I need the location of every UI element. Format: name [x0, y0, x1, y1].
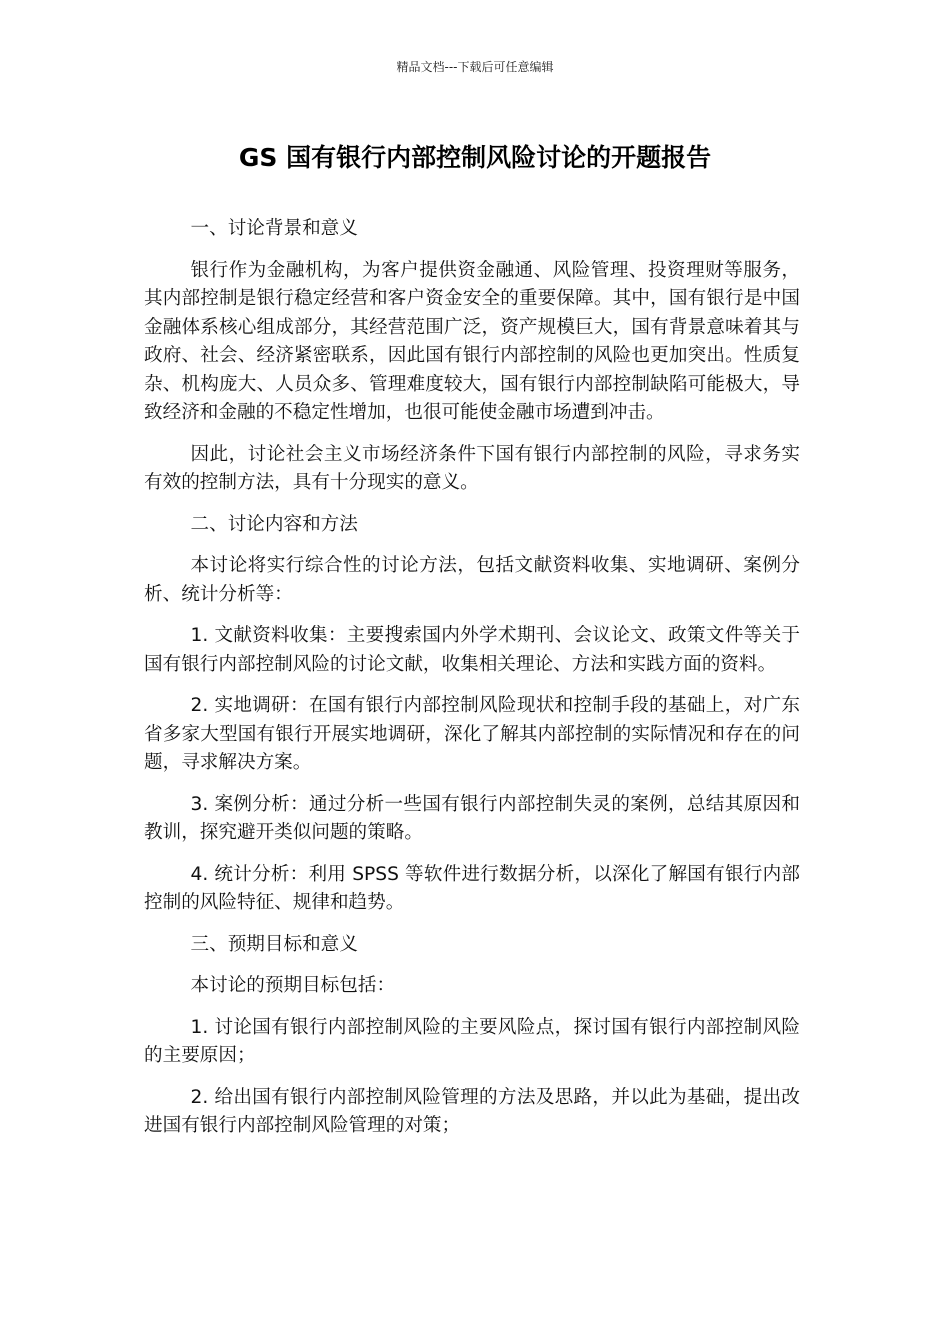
- paragraph: 本讨论的预期目标包括：: [190, 975, 396, 996]
- list-item: 4. 统计分析：利用 SPSS 等软件进行数据分析，以深化了解国有银行内部控制的风险特征、规律和趋势。: [144, 863, 800, 913]
- list-item: 2. 实地调研：在国有银行内部控制风险现状和控制手段的基础上，对广东省多家大型国有银行开展实地调研，深化了解其内部控制的实际情况和存在的问题，寻求解决方案。: [144, 695, 800, 773]
- list-item: 1. 讨论国有银行内部控制风险的主要风险点，探讨国有银行内部控制风险的主要原因；: [144, 1016, 800, 1066]
- document-body: [144, 215, 800, 1154]
- document-title: GS 国有银行内部控制风险讨论的开题报告: [238, 143, 712, 172]
- paragraph: 银行作为金融机构，为客户提供资金融通、风险管理、投资理财等服务，其内部控制是银行稳定经营和客户资金安全的重要保障。其中，国有银行是中国金融体系核心组成部分，其经营范围广泛，资产规模巨大，国有背景意味着其与政府、社会、经济紧密联系，因此国有银行内部控制的风险也更加突出。性质复杂、机构庞大、人员众多、管理难度较大，国有银行内部控制缺陷可能极大，导致经济和金融的不稳定性增加，也很可能使金融市场遭到冲击。: [144, 259, 800, 423]
- list-item: 3. 案例分析：通过分析一些国有银行内部控制失灵的案例，总结其原因和教训，探究避开类似问题的策略。: [144, 793, 800, 843]
- paragraph: 因此，讨论社会主义市场经济条件下国有银行内部控制的风险，寻求务实有效的控制方法，具有十分现实的意义。: [144, 443, 800, 493]
- page-header: 精品文档---下载后可任意编辑: [396, 60, 554, 74]
- section-heading-content: 二、讨论内容和方法: [190, 513, 358, 535]
- paragraph: 本讨论将实行综合性的讨论方法，包括文献资料收集、实地调研、案例分析、统计分析等：: [144, 555, 800, 605]
- list-item: 2. 给出国有银行内部控制风险管理的方法及思路，并以此为基础，提出改进国有银行内部控制风险管理的对策；: [144, 1086, 800, 1136]
- list-item: 1. 文献资料收集：主要搜索国内外学术期刊、会议论文、政策文件等关于国有银行内部控制风险的讨论文献，收集相关理论、方法和实践方面的资料。: [144, 625, 800, 675]
- section-heading-background: 一、讨论背景和意义: [190, 218, 358, 239]
- section-heading-goals: 三、预期目标和意义: [190, 933, 358, 955]
